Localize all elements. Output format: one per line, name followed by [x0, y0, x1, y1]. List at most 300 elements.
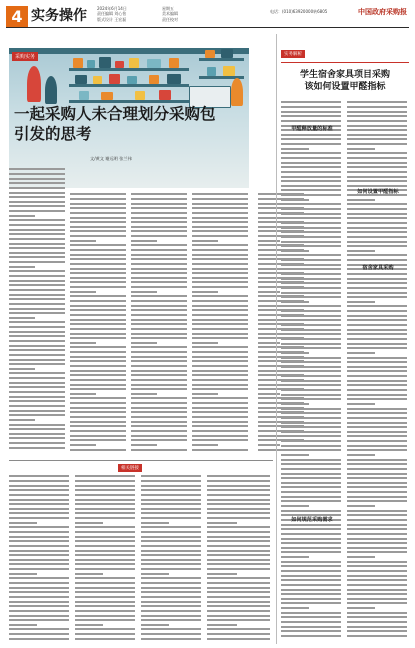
text-line-ink: [347, 319, 407, 321]
product-box: [147, 59, 161, 68]
text-line-ink: [141, 633, 201, 635]
text-line-ink: [281, 310, 341, 312]
text-line-ink: [207, 480, 270, 482]
text-line-ink: [281, 505, 309, 507]
text-line-ink: [281, 612, 341, 614]
text-line-ink: [347, 542, 407, 544]
text-line-ink: [207, 526, 270, 528]
text-line-ink: [347, 134, 407, 136]
text-line-ink: [281, 199, 309, 201]
shopper-figure: [27, 66, 41, 102]
text-line-ink: [207, 605, 270, 607]
text-line-ink: [347, 329, 407, 331]
text-line-ink: [75, 536, 135, 538]
text-line-ink: [281, 329, 341, 331]
text-line-ink: [281, 324, 341, 326]
text-line-ink: [9, 256, 65, 258]
text-line-ink: [9, 442, 65, 444]
text-line-ink: [347, 589, 407, 591]
text-line-ink: [281, 491, 341, 493]
text-line-ink: [70, 295, 126, 297]
related-tag: 相关链接: [118, 464, 142, 472]
text-line-ink: [192, 439, 248, 441]
text-line-ink: [70, 291, 96, 293]
product-box: [149, 75, 159, 84]
text-line-ink: [207, 517, 270, 519]
text-line-ink: [70, 397, 126, 399]
text-line-ink: [347, 111, 407, 113]
text-line-ink: [9, 335, 65, 337]
text-line-ink: [281, 185, 341, 187]
text-line-ink: [347, 575, 407, 577]
text-line-ink: [9, 550, 69, 552]
text-line-ink: [75, 531, 135, 533]
text-line-ink: [347, 500, 407, 502]
text-line-ink: [141, 512, 201, 514]
text-line: [192, 447, 250, 452]
text-line-ink: [281, 180, 341, 182]
text-line-ink: [70, 439, 126, 441]
text-line-ink: [75, 628, 135, 630]
text-line-ink: [75, 540, 135, 542]
text-line-ink: [131, 416, 187, 418]
text-line-ink: [347, 287, 407, 289]
lead-headline: [14, 104, 244, 144]
text-line-ink: [131, 272, 187, 274]
text-line-ink: [347, 227, 407, 229]
text-line-ink: [70, 407, 126, 409]
text-line-ink: [131, 291, 157, 293]
text-line-ink: [347, 310, 407, 312]
text-line-ink: [70, 384, 126, 386]
column-divider: [276, 34, 277, 644]
text-line-ink: [9, 591, 69, 593]
text-line-ink: [347, 477, 407, 479]
text-line-ink: [70, 254, 126, 256]
header-meta-line: 版式设计 王宏磊: [97, 16, 127, 22]
text-line-ink: [347, 630, 407, 632]
text-line-ink: [347, 380, 407, 382]
text-line-ink: [70, 244, 126, 246]
text-line-ink: [207, 628, 270, 630]
text-line-ink: [281, 477, 341, 479]
text-line-ink: [70, 268, 126, 270]
text-line-ink: [131, 379, 187, 381]
text-line-ink: [70, 342, 96, 344]
text-line-ink: [281, 134, 341, 136]
text-line-ink: [347, 305, 407, 307]
newspaper-brand: 中国政府采购报: [358, 7, 407, 16]
text-line-ink: [9, 219, 65, 221]
text-line-ink: [192, 272, 248, 274]
text-line-ink: [9, 168, 65, 170]
text-line-ink: [131, 346, 187, 348]
text-line-ink: [347, 612, 407, 614]
text-line-ink: [9, 587, 69, 589]
text-line-ink: [9, 615, 69, 617]
text-line-ink: [281, 459, 341, 461]
right-column: [281, 100, 343, 640]
text-line-ink: [70, 193, 126, 195]
text-line-ink: [281, 213, 341, 215]
text-line-ink: [281, 278, 341, 280]
text-line-ink: [347, 454, 375, 456]
header-contact: 电话：(010)63920000转6805: [270, 9, 328, 14]
text-line-ink: [9, 638, 69, 640]
text-line-ink: [281, 431, 341, 433]
text-line-ink: [192, 263, 248, 265]
text-line-ink: [9, 345, 65, 347]
text-line-ink: [141, 559, 201, 561]
text-line-ink: [9, 386, 65, 388]
text-line-ink: [347, 468, 407, 470]
text-line-ink: [192, 203, 248, 205]
text-line-ink: [9, 261, 65, 263]
text-line-ink: [9, 270, 65, 272]
text-line-ink: [9, 252, 65, 254]
text-line-ink: [192, 314, 248, 316]
text-line-ink: [9, 400, 65, 402]
text-line-ink: [131, 388, 187, 390]
text-line-ink: [141, 499, 201, 501]
text-line-ink: [141, 526, 201, 528]
lead-headline-line: 一起采购人未合理划分采购包: [14, 104, 216, 123]
text-line-ink: [207, 573, 237, 575]
text-line-ink: [281, 148, 309, 150]
text-line-ink: [347, 482, 407, 484]
text-line-ink: [347, 217, 407, 219]
text-line-ink: [281, 463, 341, 465]
text-line-ink: [70, 370, 126, 372]
text-line-ink: [70, 258, 126, 260]
text-line-ink: [281, 273, 341, 275]
text-line-ink: [9, 428, 65, 430]
text-line-ink: [207, 596, 270, 598]
text-line-ink: [192, 351, 248, 353]
text-line-ink: [9, 178, 65, 180]
text-line-ink: [192, 365, 248, 367]
text-line-ink: [9, 294, 65, 296]
text-line-ink: [70, 333, 126, 335]
text-line-ink: [192, 291, 218, 293]
text-line-ink: [75, 559, 135, 561]
text-line-ink: [70, 374, 126, 376]
text-line-ink: [207, 499, 270, 501]
text-line-ink: [131, 333, 187, 335]
text-line-ink: [281, 384, 341, 386]
text-line-ink: [347, 185, 407, 187]
text-line-ink: [131, 263, 187, 265]
text-line-ink: [347, 394, 407, 396]
text-line-ink: [192, 360, 248, 362]
product-box: [159, 90, 171, 100]
text-line-ink: [347, 598, 407, 600]
text-line-ink: [141, 550, 201, 552]
text-line-ink: [131, 393, 157, 395]
text-line-ink: [9, 447, 65, 449]
text-line-ink: [75, 596, 135, 598]
text-line-ink: [192, 435, 248, 437]
text-line-ink: [192, 328, 248, 330]
text-line: [9, 636, 71, 641]
text-line-ink: [141, 615, 201, 617]
text-line-ink: [347, 538, 407, 540]
text-line-ink: [70, 286, 126, 288]
text-line-ink: [207, 540, 270, 542]
text-line-ink: [9, 559, 69, 561]
text-line-ink: [347, 296, 407, 298]
text-line-ink: [141, 577, 201, 579]
text-line-ink: [281, 375, 341, 377]
lead-headline-line: 引发的思考: [14, 124, 92, 143]
text-line-ink: [281, 296, 341, 298]
text-line-ink: [347, 143, 407, 145]
text-line-ink: [9, 173, 65, 175]
text-line-ink: [281, 398, 341, 400]
product-box: [87, 60, 95, 68]
text-line-ink: [141, 582, 201, 584]
text-line: [141, 636, 203, 641]
text-line-ink: [347, 125, 407, 127]
text-line-ink: [192, 411, 248, 413]
right-panel-tag: 实务解析: [281, 50, 305, 58]
text-line-ink: [347, 607, 375, 609]
text-line-ink: [347, 505, 375, 507]
text-line-ink: [207, 601, 270, 603]
text-line-ink: [131, 411, 187, 413]
text-line-ink: [9, 508, 69, 510]
text-line-ink: [281, 189, 341, 191]
text-line-ink: [131, 281, 187, 283]
text-line-ink: [75, 601, 135, 603]
text-line-ink: [9, 192, 65, 194]
text-line-ink: [9, 536, 69, 538]
header-meta: [97, 6, 127, 22]
text-line-ink: [192, 407, 248, 409]
text-line-ink: [207, 494, 270, 496]
text-line-ink: [9, 215, 35, 217]
text-line-ink: [192, 384, 248, 386]
text-line-ink: [281, 408, 341, 410]
text-line-ink: [75, 503, 135, 505]
text-line-ink: [347, 491, 407, 493]
text-line-ink: [347, 333, 407, 335]
text-line-ink: [141, 475, 201, 477]
text-line-ink: [281, 120, 341, 122]
text-line-ink: [9, 233, 65, 235]
text-line-ink: [192, 230, 248, 232]
text-line-ink: [75, 615, 135, 617]
right-subhead: 如何规范采购需求: [291, 517, 333, 523]
text-line-ink: [347, 426, 407, 428]
text-line-ink: [192, 217, 248, 219]
text-line-ink: [207, 624, 237, 626]
header-meta-line: 美术编辑: [162, 11, 178, 17]
text-line-ink: [9, 610, 69, 612]
text-line-ink: [9, 568, 69, 570]
text-line-ink: [9, 577, 69, 579]
text-line-ink: [9, 424, 65, 426]
text-line-ink: [9, 224, 65, 226]
product-box: [205, 50, 215, 58]
right-subhead: 甲醛释放量的标准: [291, 126, 333, 132]
text-line-ink: [347, 463, 407, 465]
text-line-ink: [207, 485, 270, 487]
text-line-ink: [9, 596, 69, 598]
text-line-ink: [75, 512, 135, 514]
text-line-ink: [207, 475, 270, 477]
text-line-ink: [281, 394, 341, 396]
related-column: [75, 474, 137, 644]
text-line-ink: [281, 366, 341, 368]
text-line-ink: [141, 596, 201, 598]
text-line-ink: [192, 319, 248, 321]
text-line-ink: [207, 503, 270, 505]
text-line-ink: [347, 254, 407, 256]
text-line-ink: [207, 615, 270, 617]
text-line-ink: [9, 517, 69, 519]
text-line-ink: [192, 277, 248, 279]
text-line-ink: [281, 426, 341, 428]
text-line-ink: [70, 393, 96, 395]
text-line-ink: [141, 531, 201, 533]
shelf: [69, 84, 189, 87]
text-line-ink: [207, 563, 270, 565]
text-line-ink: [131, 449, 187, 451]
shopper-figure: [231, 78, 243, 106]
text-line-ink: [141, 540, 201, 542]
text-line-ink: [9, 243, 65, 245]
text-line-ink: [9, 410, 65, 412]
text-line-ink: [75, 573, 103, 575]
text-line-ink: [75, 619, 135, 621]
text-line-ink: [347, 129, 407, 131]
text-line-ink: [9, 419, 35, 421]
text-line: [207, 636, 273, 641]
text-line-ink: [9, 321, 65, 323]
text-line-ink: [9, 554, 69, 556]
text-line-ink: [281, 115, 341, 117]
text-line-ink: [281, 241, 341, 243]
product-box: [99, 57, 111, 68]
text-line-ink: [75, 568, 135, 570]
text-line-ink: [347, 422, 407, 424]
article-column: [192, 192, 250, 455]
text-line-ink: [131, 370, 187, 372]
shelf: [69, 68, 189, 71]
text-line-ink: [281, 245, 341, 247]
text-line-ink: [281, 389, 341, 391]
text-line-ink: [9, 522, 37, 524]
text-line-ink: [347, 565, 407, 567]
text-line-ink: [131, 439, 187, 441]
text-line-ink: [281, 171, 341, 173]
text-line-ink: [281, 231, 341, 233]
text-line-ink: [347, 273, 407, 275]
text-line-ink: [347, 162, 407, 164]
text-line-ink: [192, 207, 248, 209]
text-line-ink: [131, 235, 187, 237]
text-line-ink: [70, 263, 126, 265]
text-line-ink: [347, 593, 407, 595]
text-line-ink: [347, 556, 375, 558]
text-line: [9, 445, 67, 450]
text-line-ink: [281, 579, 341, 581]
text-line-ink: [192, 198, 248, 200]
text-line-ink: [70, 449, 126, 451]
text-line-ink: [9, 485, 69, 487]
text-line-ink: [347, 528, 407, 530]
text-line-ink: [207, 610, 270, 612]
text-line-ink: [281, 403, 309, 405]
text-line-ink: [281, 264, 341, 266]
text-line-ink: [75, 508, 135, 510]
text-line-ink: [192, 430, 248, 432]
text-line-ink: [347, 315, 407, 317]
text-line-ink: [281, 417, 341, 419]
text-line-ink: [207, 619, 270, 621]
text-line-ink: [131, 305, 187, 307]
text-line-ink: [9, 601, 69, 603]
text-line-ink: [207, 633, 270, 635]
text-line-ink: [75, 610, 135, 612]
text-line-ink: [70, 351, 126, 353]
text-line-ink: [281, 287, 341, 289]
text-line-ink: [192, 295, 248, 297]
text-line-ink: [75, 522, 103, 524]
text-line-ink: [192, 305, 248, 307]
text-line-ink: [141, 619, 201, 621]
text-line-ink: [70, 300, 126, 302]
text-line-ink: [192, 342, 218, 344]
text-line-ink: [281, 626, 341, 628]
text-line-ink: [281, 561, 341, 563]
text-line-ink: [347, 278, 407, 280]
text-line-ink: [347, 208, 407, 210]
text-line-ink: [70, 435, 126, 437]
text-line-ink: [141, 517, 201, 519]
text-line-ink: [347, 412, 407, 414]
text-line-ink: [347, 236, 407, 238]
text-line-ink: [347, 282, 407, 284]
text-line-ink: [281, 435, 341, 437]
text-line-ink: [192, 235, 248, 237]
text-line-ink: [281, 528, 341, 530]
text-line-ink: [347, 519, 407, 521]
text-line-ink: [347, 101, 407, 103]
text-line-ink: [131, 365, 187, 367]
text-line-ink: [70, 314, 126, 316]
text-line-ink: [192, 309, 248, 311]
text-line-ink: [192, 244, 248, 246]
text-line-ink: [9, 573, 37, 575]
text-line-ink: [70, 198, 126, 200]
text-line-ink: [9, 187, 65, 189]
text-line-ink: [347, 435, 407, 437]
text-line-ink: [281, 584, 341, 586]
text-line-ink: [281, 162, 341, 164]
text-line-ink: [281, 157, 341, 159]
text-line-ink: [281, 616, 341, 618]
text-line-ink: [347, 292, 407, 294]
text-line-ink: [9, 312, 65, 314]
text-line-ink: [70, 379, 126, 381]
text-line-ink: [207, 550, 270, 552]
text-line-ink: [9, 280, 65, 282]
text-line-ink: [131, 300, 187, 302]
text-line-ink: [70, 221, 126, 223]
text-line-ink: [207, 536, 270, 538]
